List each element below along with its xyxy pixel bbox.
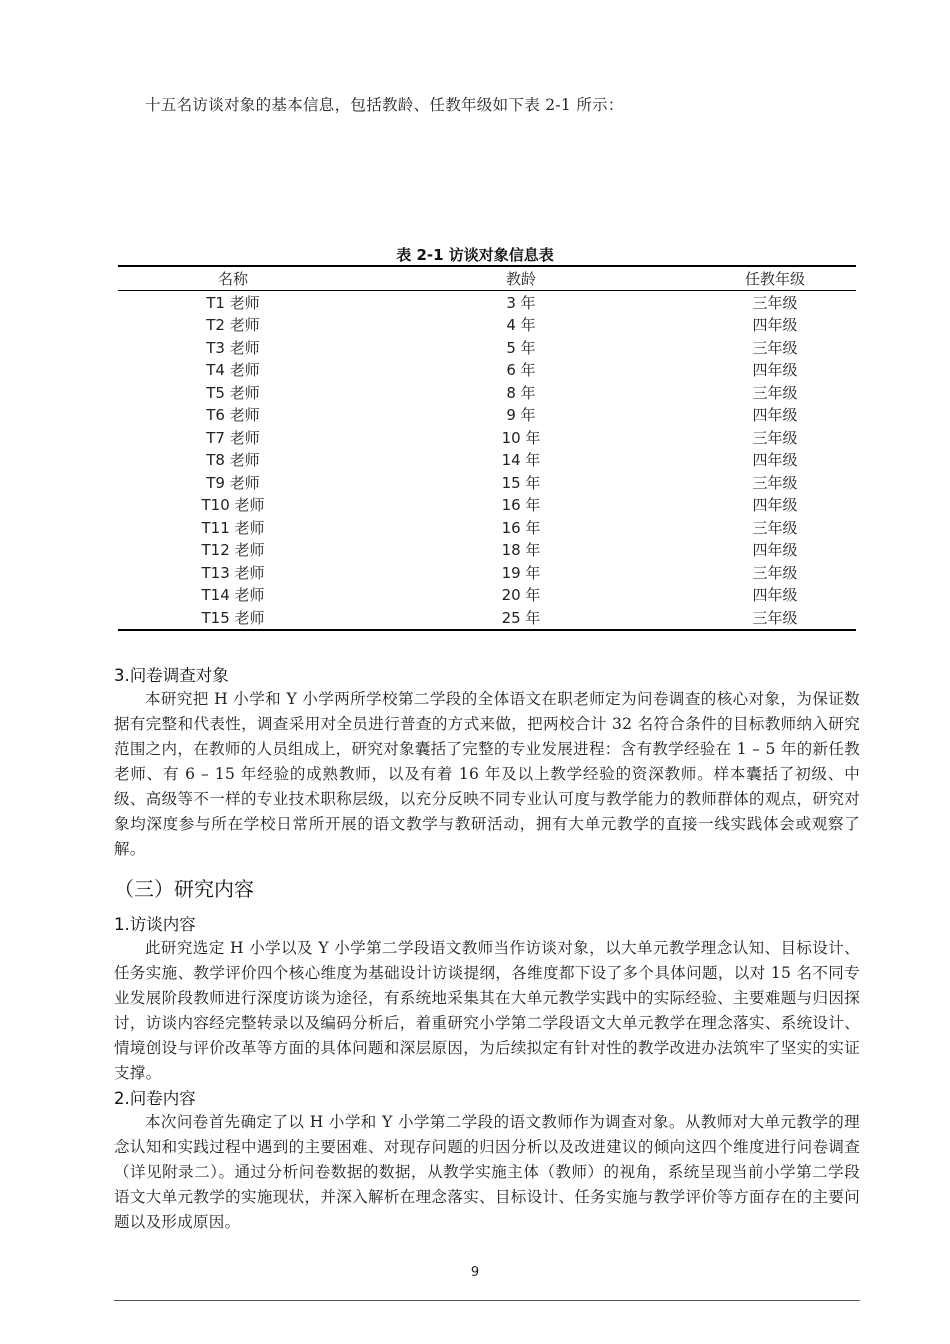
cell-grade: 三年级 bbox=[752, 563, 798, 582]
page-number: 9 bbox=[470, 1265, 480, 1280]
cell-years: 14 年 bbox=[501, 451, 541, 470]
table-row bbox=[118, 584, 856, 607]
cell-grade: 四年级 bbox=[752, 406, 798, 425]
section-3-heading: 3.问卷调查对象 bbox=[114, 666, 229, 685]
table-row bbox=[118, 449, 856, 472]
intro-paragraph: 十五名访谈对象的基本信息，包括教龄、任教年级如下表 2-1 所示： bbox=[145, 96, 624, 114]
cell-name: T8 老师 bbox=[206, 451, 260, 470]
cell-years: 6 年 bbox=[506, 361, 536, 380]
teacher-info-table-wrap bbox=[118, 265, 856, 631]
cell-years: 19 年 bbox=[501, 563, 541, 582]
cell-years: 15 年 bbox=[501, 473, 541, 492]
cell-name: T6 老师 bbox=[206, 406, 260, 425]
cell-grade: 三年级 bbox=[752, 383, 798, 402]
teacher-info-table bbox=[118, 265, 856, 631]
cell-years: 8 年 bbox=[506, 383, 536, 402]
cell-grade: 四年级 bbox=[752, 496, 798, 515]
table-row bbox=[118, 359, 856, 382]
table-row bbox=[118, 336, 856, 359]
table-row bbox=[118, 291, 856, 314]
subsection-2-paragraph: 本次问卷首先确定了以 H 小学和 Y 小学第二学段的语文教师作为调查对象。从教师对大单元教学的理念认知和实践过程中遇到的主要困难、对现存问题的归因分析以及改进建议的倾向这四个维度进行问卷调查（详见附录二）。通过分析问卷数据的数据，从教学实施主体（教师）的视角，系统呈现当前小学第二学段语文大单元教学的实施现状，并深入解析在理念落实、目标设计、任务实施与教学评价等方面存在的主要问题以及形成原因。 bbox=[114, 1113, 860, 1231]
cell-grade: 三年级 bbox=[752, 473, 798, 492]
cell-years: 20 年 bbox=[501, 586, 541, 605]
cell-grade: 四年级 bbox=[752, 586, 798, 605]
cell-years: 5 年 bbox=[506, 338, 536, 357]
cell-name: T10 老师 bbox=[201, 496, 265, 515]
cell-grade: 三年级 bbox=[752, 608, 798, 627]
cell-years: 4 年 bbox=[506, 316, 536, 335]
cell-name: T4 老师 bbox=[206, 361, 260, 380]
cell-years: 18 年 bbox=[501, 541, 541, 560]
cell-name: T11 老师 bbox=[201, 518, 265, 537]
cell-grade: 四年级 bbox=[752, 451, 798, 470]
subsection-1-heading: 1.访谈内容 bbox=[114, 915, 196, 934]
cell-name: T15 老师 bbox=[201, 608, 265, 627]
cell-years: 16 年 bbox=[501, 496, 541, 515]
cell-grade: 三年级 bbox=[752, 338, 798, 357]
table-row bbox=[118, 539, 856, 562]
cell-name: T2 老师 bbox=[206, 316, 260, 335]
cell-years: 3 年 bbox=[506, 293, 536, 312]
cell-name: T12 老师 bbox=[201, 541, 265, 560]
table-header-row bbox=[118, 266, 856, 291]
cell-name: T14 老师 bbox=[201, 586, 265, 605]
cell-grade: 三年级 bbox=[752, 293, 798, 312]
header-grade: 任教年级 bbox=[744, 270, 805, 288]
cell-years: 10 年 bbox=[501, 428, 541, 447]
footer-rule bbox=[114, 1300, 860, 1301]
table-caption: 表 2-1 访谈对象信息表 bbox=[396, 246, 554, 264]
cell-years: 16 年 bbox=[501, 518, 541, 537]
cell-name: T9 老师 bbox=[206, 473, 260, 492]
subsection-2-heading: 2.问卷内容 bbox=[114, 1089, 196, 1108]
header-years: 教龄 bbox=[505, 270, 536, 288]
table-row bbox=[118, 404, 856, 427]
cell-name: T3 老师 bbox=[206, 338, 260, 357]
table-row bbox=[118, 314, 856, 337]
cell-name: T13 老师 bbox=[201, 563, 265, 582]
cell-grade: 四年级 bbox=[752, 361, 798, 380]
cell-years: 9 年 bbox=[506, 406, 536, 425]
table-row bbox=[118, 516, 856, 539]
table-row bbox=[118, 471, 856, 494]
table-row bbox=[118, 561, 856, 584]
table-body bbox=[118, 291, 856, 630]
table-row bbox=[118, 494, 856, 517]
cell-grade: 三年级 bbox=[752, 428, 798, 447]
subsection-1-paragraph: 此研究选定 H 小学以及 Y 小学第二学段语文教师当作访谈对象，以大单元教学理念认知、目标设计、任务实施、教学评价四个核心维度为基础设计访谈提纲，各维度都下设了多个具体问题，以对 15 名不同专业发展阶段教师进行深度访谈为途径，有系统地采集其在大单元教学实践中的实际经验、主要难题与归因探讨，访谈内容经完整转录以及编码分析后，着重研究小学第二学段语文大单元教学在理念落实、系统设计、情境创设与评价改革等方面的具体问题和深层原因，为后续拟定有针对性的教学改进办法筑牢了坚实的实证支撑。 bbox=[114, 939, 860, 1082]
section-3-paragraph: 本研究把 H 小学和 Y 小学两所学校第二学段的全体语文在职老师定为问卷调查的核心对象，为保证数据有完整和代表性，调查采用对全员进行普查的方式来做，把两校合计 32 名符合条件的目标教师纳入研究范围之内，在教师的人员组成上，研究对象囊括了完整的专业发展进程：含有教学经验在 1 – 5 年的新任教老师、有 6 – 15 年经验的成熟教师，以及有着 16 年及以上教学经验的资深教师。样本囊括了初级、中级、高级等不一样的专业技术职称层级，以充分反映不同专业认可度与教学能力的教师群体的观点，研究对象均深度参与所在学校日常所开展的语文教学与教研活动，拥有大单元教学的直接一线实践体会或观察了解。 bbox=[114, 690, 860, 858]
cell-grade: 四年级 bbox=[752, 316, 798, 335]
table-row bbox=[118, 426, 856, 449]
cell-name: T1 老师 bbox=[206, 293, 260, 312]
table-row bbox=[118, 381, 856, 404]
cell-name: T5 老师 bbox=[206, 383, 260, 402]
cell-grade: 三年级 bbox=[752, 518, 798, 537]
table-row bbox=[118, 606, 856, 630]
part-3-heading: （三）研究内容 bbox=[114, 877, 254, 901]
cell-grade: 四年级 bbox=[752, 541, 798, 560]
cell-years: 25 年 bbox=[501, 608, 541, 627]
header-name: 名称 bbox=[217, 270, 248, 288]
cell-name: T7 老师 bbox=[206, 428, 260, 447]
